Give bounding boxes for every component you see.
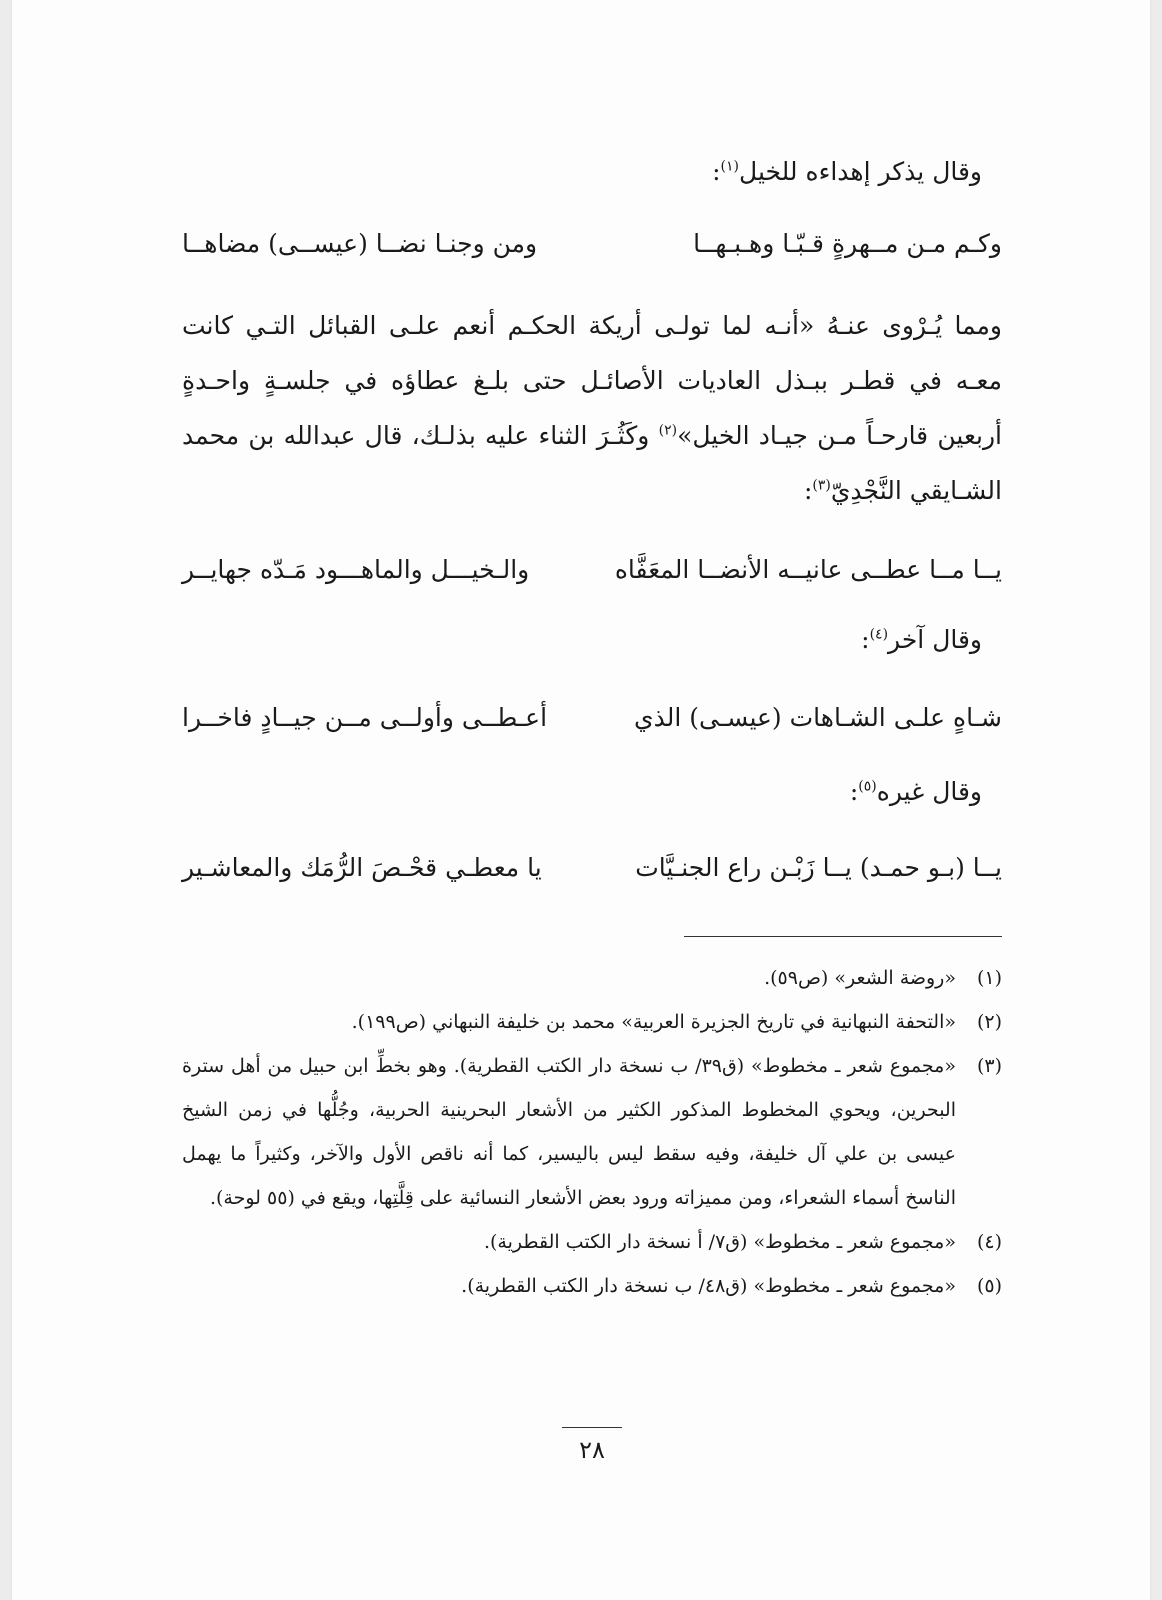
footnote-4-text: «مجموع شعر ـ مخطوط» (ق٧/ أ نسخة دار الكتب القطرية). — [483, 1231, 956, 1253]
footnote-1-text: «روضة الشعر» (ص٥٩). — [764, 967, 956, 989]
verse-3 — [182, 698, 1002, 738]
footnote-4-number: (٤) — [976, 1231, 1002, 1253]
footnotes — [182, 956, 1002, 1308]
poem-intro-3-text: وقال غيره — [876, 777, 982, 806]
poem-intro-2-text: وقال آخر — [888, 625, 982, 654]
poem-intro-1-colon: : — [712, 157, 721, 186]
footnote-3-text: «مجموع شعر ـ مخطوط» (ق٣٩/ ب نسخة دار الكتب القطرية). وهو بخطِّ ابن حبيل من أهل سترة البحرين، ويحوي المخطوط المذكور الكثير من الأشعار البحرينية الحربية، وجُلُّها في زمن الشيخ عيسى بن علي آل خليفة، وفيه سقط ليس باليسير، كما أنه ناقص الأول والآخر، وكثيراً ما يهمل الناسخ أسماء الشعراء، ومن مميزاته ورود بعض الأشعار النسائية على قِلَّتِها، ويقع في (٥٥ لوحة). — [182, 1055, 956, 1209]
verse-3-first-hemistich: شـاهٍ علـى الشـاهات (عيسـى) الذي — [634, 703, 1002, 732]
page-content — [182, 0, 1002, 1600]
footnote-ref-3[interactable]: (٣) — [812, 477, 831, 494]
poem-intro-1 — [712, 156, 982, 188]
page-number: ٢٨ — [579, 1436, 605, 1464]
footnote-3 — [182, 1044, 1002, 1220]
page-number-rule — [562, 1427, 622, 1428]
book-page — [12, 0, 1150, 1600]
footnote-ref-1[interactable]: (١) — [720, 158, 740, 175]
footnote-5 — [182, 1264, 1002, 1308]
footnote-ref-5[interactable]: (٥) — [858, 778, 877, 795]
footnote-ref-2[interactable]: (٢) — [658, 422, 678, 439]
footnote-5-number: (٥) — [976, 1275, 1002, 1297]
footnote-2-text: «التحفة النبهانية في تاريخ الجزيرة العربية» محمد بن خليفة النبهاني (ص١٩٩). — [351, 1011, 956, 1033]
poem-intro-2 — [861, 624, 982, 656]
footnote-1 — [182, 956, 1002, 1000]
verse-1 — [182, 224, 1002, 264]
verse-4-first-hemistich: يــا (بـو حمـد) يــا زَبْـن راع الجنـيَّات — [635, 853, 1002, 882]
footnote-2 — [182, 1000, 1002, 1044]
footnote-2-number: (٢) — [976, 1011, 1002, 1033]
prose-paragraph — [182, 298, 1002, 518]
verse-4-second-hemistich: يا معطـي قحْـصَ الرُّمَك والمعاشـير — [182, 853, 542, 882]
verse-3-second-hemistich: أعـطــى وأولــى مــن جيــادٍ فاخــرا — [182, 703, 548, 732]
footnote-4 — [182, 1220, 1002, 1264]
poem-intro-3-colon: : — [849, 777, 859, 806]
prose-text-part-1: ومما يُـرْوى عنـهُ «أنـه لما تولـى أريكة الحكـم أنعم علـى القبائل التـي كانت معـه في قطـر ببـذل العاديات الأصائـل حتى بلـغ عطاؤه في جلسـةٍ واحـدةٍ أربعين قارحـاً مـن جيـاد الخيل» — [182, 311, 1002, 450]
poem-intro-2-colon: : — [861, 625, 870, 654]
footnote-5-text: «مجموع شعر ـ مخطوط» (ق٤٨/ ب نسخة دار الكتب القطرية). — [461, 1275, 956, 1297]
verse-2-first-hemistich: يــا مــا عطــى عانيــه الأنضــا المعَفَّاه — [614, 555, 1002, 584]
poem-intro-3 — [850, 776, 982, 808]
verse-1-second-hemistich: ومن وجنـا نضــا (عيســى) مضاهــا — [182, 229, 538, 258]
footnote-separator — [684, 936, 1002, 937]
verse-4 — [182, 848, 1002, 888]
footnote-ref-4[interactable]: (٤) — [869, 626, 889, 643]
footnote-1-number: (١) — [976, 967, 1002, 989]
verse-1-first-hemistich: وكـم مـن مــهرةٍ قـبّـا وهـبـهــا — [693, 229, 1002, 258]
poem-intro-1-text: وقال يذكر إهداءه للخيل — [739, 157, 982, 186]
verse-2-second-hemistich: والـخيـــل والماهـــود مَـدّه جهايــر — [182, 555, 530, 584]
verse-2 — [182, 550, 1002, 590]
footnote-3-number: (٣) — [976, 1055, 1002, 1077]
prose-text-part-2: وكَثُـرَ الثناء عليه بذلـك، قال عبدالله بن محمد الشـايقي النَّجْدِيّ — [182, 421, 1002, 505]
prose-colon: : — [803, 476, 813, 505]
